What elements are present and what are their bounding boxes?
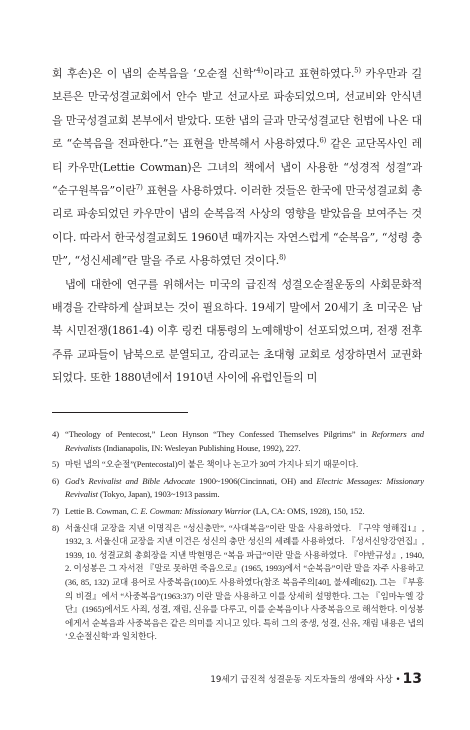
footnote-6 bbox=[52, 475, 424, 502]
paragraph-1-text-b: 이라고 표현하였다. bbox=[263, 67, 355, 80]
footnote-4 bbox=[52, 428, 424, 455]
footnote-text: 마틴 냅의 “오순절”(Pentecostal)이 붙은 책이나 논고가 30여 가지나 되기 때문이다. bbox=[65, 459, 359, 470]
footnote-ref-6: 6) bbox=[319, 136, 327, 145]
paragraph-1-text-d: 같은 교단목사인 레티 카우만(Lettie Cowman)은 그녀의 책에서 냅이 사용한 “성경적 성결”과 “순구원복음”이란 bbox=[52, 137, 422, 198]
footnote-number: 4) bbox=[52, 429, 59, 439]
footnote-text: 1900~1906(Cincinnati, OH) and bbox=[195, 475, 317, 486]
footnote-text: (Indianapolis, IN: Wesleyan Publishing House, 1992), 227. bbox=[101, 442, 301, 453]
footnote-ref-7: 7) bbox=[135, 183, 143, 192]
footnote-text: 서울신대 교장을 지낸 이명직은 “성신충만”, “사대복음”이란 말을 사용하였다. 『구약 영해집1』, 1932, 3. 서울신대 교장을 지낸 이건은 성신의 충만 성신의 세례를 사용하였다. 『성서신앙강연집』, 1939, 10. 성결교회 총회장을 지낸 박현명은 “복음 파급”이란 말을 사용하였다. 『야반규성』, 1940, 2. 이성봉은 그 자서전 『말로 못하면 죽음으로』(1965, 1993)에서 “순복음”이란 말을 자주 사용하고(36, 85, 132) 교대 용어로 사중복음(100)도 사용하였다(참조 복음주의[40], 불세례[62]). 그는 『부흥의 비결』에서 “사중복음”(1963:37) 이란 말을 사용하고 이를 상세히 설명한다. 그는 『임마누엘 강단』(1965)에서도 사죄, 성결, 재림, 신유를 다루고, 이를 순복음이나 사중복음으로 해석한다. 이성봉에게서 순복음과 사중복음은 같은 의미를 지니고 있다. 특히 그의 중생, 성결, 신유, 재림 내용은 냅의 ‘오순절신학’과 일치한다. bbox=[65, 522, 424, 642]
footnote-number: 7) bbox=[52, 505, 59, 516]
page-number: 13 bbox=[402, 671, 422, 687]
footnote-ref-5: 5) bbox=[354, 66, 361, 75]
footnote-5 bbox=[52, 458, 424, 472]
footnote-text: Lettie B. Cowman, bbox=[65, 505, 131, 516]
footnote-number: 8) bbox=[52, 522, 59, 533]
footnote-number: 5) bbox=[52, 459, 59, 470]
paragraph-1-text-c: 카우만과 길보른은 만국성결교회에서 안수 받고 선교사로 파송되었으며, 선교비와 안식년을 만국성결교회 본부에서 받았다. 또한 냅의 글과 만국성결교단 헌법에 나온 대로 “순복음을 전파한다.”는 표현을 반복해서 사용하였다. bbox=[52, 67, 422, 151]
footnote-italic-title: C. E. Cowman: Missionary Warrior bbox=[130, 505, 251, 516]
footnote-text: (LA, CA: OMS, 1928), 150, 152. bbox=[250, 505, 365, 516]
footnote-text: “Theology of Pentecost,” Leon Hynson “They Confessed Themselves Pilgrims” in bbox=[65, 429, 372, 439]
footnote-italic-title: God’s Revivalist and Bible Advocate bbox=[65, 475, 196, 486]
body-text bbox=[52, 62, 422, 390]
footnote-divider bbox=[52, 412, 188, 413]
footnote-ref-8: 8) bbox=[279, 253, 286, 262]
footnote-7 bbox=[52, 505, 424, 519]
footnotes bbox=[52, 428, 424, 647]
footnote-italic-title: Electric Messages: Missionary Revivalist bbox=[65, 475, 425, 500]
footnote-italic-title: Reformers and Revivalists bbox=[65, 429, 424, 453]
page-footer bbox=[210, 671, 422, 687]
footnote-text: (Tokyo, Japan), 1903~1913 passim. bbox=[97, 489, 220, 500]
paragraph-2: 냅에 대한에 연구를 위해서는 미국의 급진적 성결오순절운동의 사회문화적 배경을 간략하게 살펴보는 것이 필요하다. 19세기 말에서 20세기 초 미국은 남북 시민전쟁(1861-4) 이후 링컨 대통령의 노예해방이 선포되었으며, 전쟁 전후 주류 교파들이 남북으로 분열되고, 감리교는 초대형 교회로 성장하면서 교권화 되었다. 또한 1880년에서 1910년 사이에 유럽인들의 미 bbox=[52, 277, 422, 385]
running-title: 19세기 급진적 성결운동 지도자들의 생애와 사상 • bbox=[210, 675, 401, 685]
paragraph-1 bbox=[52, 62, 422, 273]
footnote-ref-4: 4) bbox=[256, 66, 263, 75]
footnote-8 bbox=[52, 522, 424, 644]
footnote-number: 6) bbox=[52, 475, 59, 486]
paragraph-1-text-a: 회 후손)은 이 냅의 순복음을 ‘오순절 신학’ bbox=[52, 67, 257, 80]
paragraph-1-text-e: 표현을 사용하였다. 이러한 것들은 한국에 만국성결교회 총리로 파송되었던 카우만이 냅의 순복음적 사상의 영향을 받았음을 보여주는 것이다. 따라서 한국성결교회도 1960년 때까지는 자연스럽게 “순복음”, “성령 충만”, “성신세례”란 말을 주로 사용하였던 것이다. bbox=[52, 184, 422, 268]
